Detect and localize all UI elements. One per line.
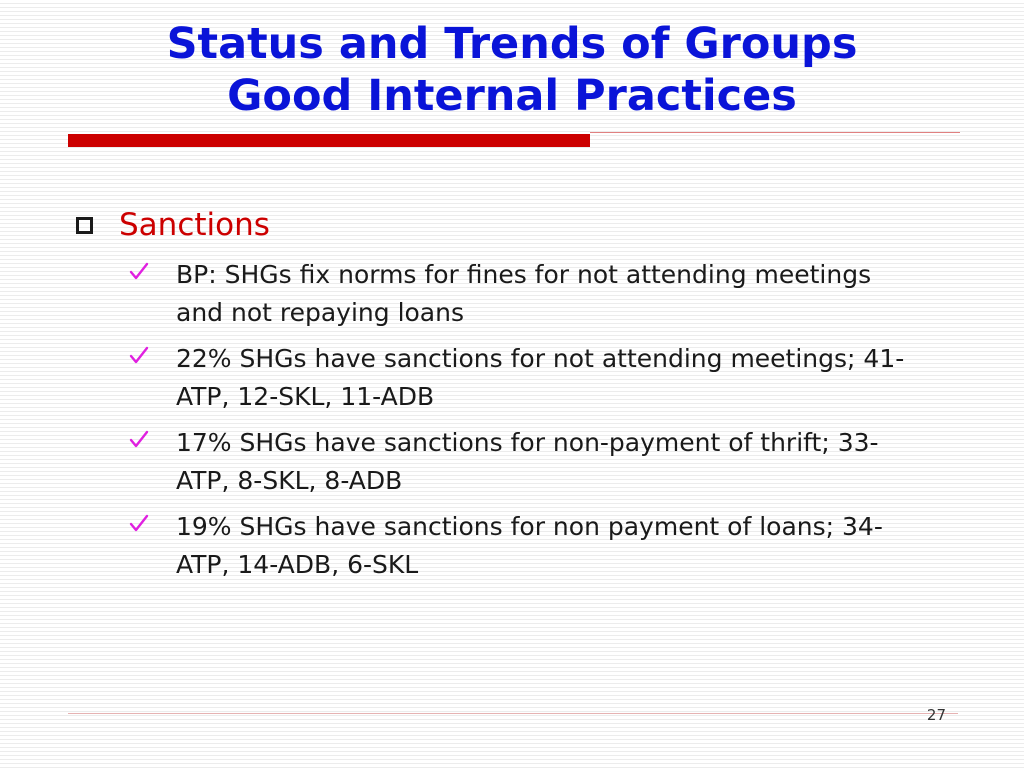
bullet-text: 17% SHGs have sanctions for non-payment of thrift; 33-ATP, 8-SKL, 8-ADB [176, 428, 879, 495]
list-item [128, 424, 928, 500]
checkmark-icon [128, 512, 150, 534]
title-underline-thin [590, 132, 960, 133]
bullet-list [128, 256, 928, 592]
bullet-text: 22% SHGs have sanctions for not attending meetings; 41-ATP, 12-SKL, 11-ADB [176, 344, 905, 411]
bullet-text: BP: SHGs fix norms for fines for not attending meetings and not repaying loans [176, 260, 872, 327]
page-number: 27 [926, 706, 946, 724]
slide-title-line-1: Status and Trends of Groups [166, 19, 858, 69]
slide-title-line-2: Good Internal Practices [227, 71, 797, 121]
section-heading-label: Sanctions [119, 207, 270, 243]
checkmark-icon [128, 260, 150, 282]
list-item [128, 256, 928, 332]
list-item [128, 508, 928, 584]
checkmark-icon [128, 428, 150, 450]
slide-title [0, 18, 1024, 122]
hollow-square-icon [76, 217, 93, 234]
checkmark-icon [128, 344, 150, 366]
bullet-text: 19% SHGs have sanctions for non payment of loans; 34-ATP, 14-ADB, 6-SKL [176, 512, 883, 579]
list-item [128, 340, 928, 416]
section-heading [76, 205, 270, 245]
footer-divider [68, 713, 958, 714]
title-underline-thick [68, 134, 590, 147]
